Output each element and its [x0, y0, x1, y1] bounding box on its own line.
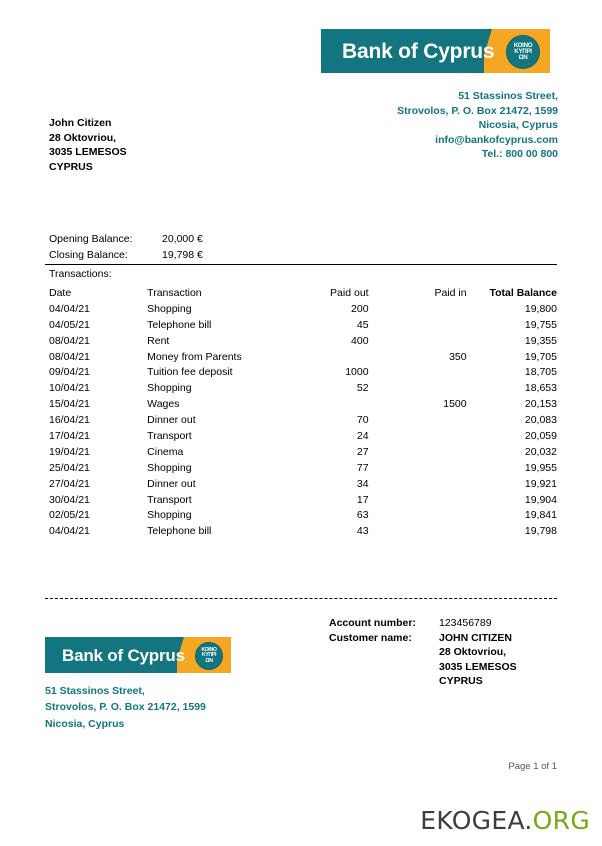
header-total-balance: Total Balance — [489, 286, 557, 299]
customer-name: John Citizen — [49, 117, 112, 129]
cell-paid-out — [272, 349, 385, 365]
cell-date: 09/04/21 — [49, 366, 90, 379]
cell-transaction: Shopping — [147, 382, 192, 395]
table-row — [49, 396, 557, 412]
cell-transaction: Transport — [147, 429, 192, 442]
cell-paid-in — [385, 364, 481, 380]
cell-transaction: Money from Parents — [147, 350, 242, 363]
bank-address-footer — [45, 683, 206, 732]
cell-total-balance: 20,153 — [524, 398, 557, 411]
closing-balance-row — [49, 248, 349, 264]
cell-transaction: Dinner out — [147, 414, 196, 427]
customer-name-value: JOHN CITIZEN — [439, 631, 512, 644]
cell-transaction: Transport — [147, 493, 192, 506]
cyprus-coin-icon-footer — [195, 642, 223, 670]
cell-total-balance: 20,083 — [524, 414, 557, 427]
coin-text-line1-footer: ΚΟΙΝΟ — [201, 647, 217, 654]
cell-paid-in — [385, 301, 481, 317]
transactions-label: Transactions: — [49, 268, 112, 280]
header-paid-in: Paid in — [434, 286, 467, 299]
coin-text-line1: ΚΟΙΝΟ — [513, 41, 533, 49]
cell-date: 19/04/21 — [49, 445, 90, 458]
table-row — [49, 444, 557, 460]
bank-address-pobox: Strovolos, P. O. Box 21472, 1599 — [397, 104, 558, 117]
cell-date: 17/04/21 — [49, 429, 90, 442]
cell-total-balance: 19,755 — [524, 318, 557, 331]
bank-address-header — [258, 89, 558, 162]
cell-paid-out: 17 — [356, 493, 369, 506]
cell-date: 25/04/21 — [49, 461, 90, 474]
cell-date: 15/04/21 — [49, 398, 90, 411]
bank-email: info@bankofcyprus.com — [435, 133, 558, 146]
table-row — [49, 428, 557, 444]
account-address-line2: 3035 LEMESOS — [439, 660, 517, 673]
cell-paid-out: 63 — [356, 509, 369, 522]
coin-text-line2-footer: ΚΥΠΡΙ — [201, 652, 217, 659]
account-number-value: 123456789 — [439, 617, 492, 629]
cell-paid-out: 400 — [351, 334, 369, 347]
cell-total-balance: 18,653 — [524, 382, 557, 395]
header-date: Date — [49, 286, 72, 299]
cell-paid-in — [385, 507, 481, 523]
cyprus-coin-icon — [506, 35, 540, 69]
cell-transaction: Telephone bill — [147, 318, 212, 331]
cell-date: 04/05/21 — [49, 318, 90, 331]
transactions-table-body — [49, 301, 557, 539]
bank-logo-footer — [45, 637, 231, 673]
cell-total-balance: 19,705 — [524, 350, 557, 363]
cell-total-balance: 19,355 — [524, 334, 557, 347]
table-row — [49, 349, 557, 365]
cell-paid-in: 1500 — [443, 398, 467, 411]
cell-paid-in — [385, 428, 481, 444]
account-details-block — [329, 616, 517, 689]
cell-date: 08/04/21 — [49, 334, 90, 347]
table-row — [49, 460, 557, 476]
cell-paid-out: 70 — [356, 414, 369, 427]
table-row — [49, 364, 557, 380]
table-row — [49, 476, 557, 492]
table-header-row — [49, 285, 557, 301]
cell-date: 04/04/21 — [49, 525, 90, 538]
header-paid-out: Paid out — [330, 286, 369, 299]
cell-paid-in — [385, 412, 481, 428]
table-row — [49, 380, 557, 396]
cell-date: 16/04/21 — [49, 414, 90, 427]
cell-date: 27/04/21 — [49, 477, 90, 490]
cell-paid-out — [272, 396, 385, 412]
cell-paid-in — [385, 380, 481, 396]
cell-total-balance: 18,705 — [524, 366, 557, 379]
cell-paid-in — [385, 476, 481, 492]
cell-total-balance: 20,032 — [524, 445, 557, 458]
table-row — [49, 412, 557, 428]
watermark-dark-text: EKOGEA. — [420, 806, 533, 835]
opening-balance-row — [49, 232, 349, 248]
transactions-table-head — [49, 285, 557, 301]
table-row — [49, 523, 557, 539]
bank-logo-header — [321, 29, 550, 73]
bank-address-street-footer: 51 Stassinos Street, — [45, 685, 145, 697]
cell-date: 10/04/21 — [49, 382, 90, 395]
cell-transaction: Tuition fee deposit — [147, 366, 233, 379]
bank-address-pobox-footer: Strovolos, P. O. Box 21472, 1599 — [45, 701, 206, 714]
cell-transaction: Shopping — [147, 509, 192, 522]
cell-paid-out: 27 — [356, 445, 369, 458]
header-transaction: Transaction — [147, 286, 202, 299]
cell-paid-in — [385, 333, 481, 349]
cell-paid-out: 1000 — [345, 366, 369, 379]
bank-address-street: 51 Stassinos Street, — [458, 90, 558, 102]
coin-text-line2: ΚΥΠΡΙ — [514, 47, 532, 55]
cell-total-balance: 19,841 — [524, 509, 557, 522]
page-number: Page 1 of 1 — [508, 761, 557, 772]
cell-paid-in — [385, 523, 481, 539]
cell-transaction: Shopping — [147, 302, 192, 315]
cell-total-balance: 19,798 — [524, 525, 557, 538]
account-number-label: Account number: — [329, 617, 416, 629]
cell-paid-in — [385, 444, 481, 460]
customer-city: 3035 LEMESOS — [49, 146, 127, 159]
customer-name-row — [329, 631, 517, 646]
opening-balance-label: Opening Balance: — [49, 233, 133, 245]
cell-transaction: Rent — [147, 334, 170, 347]
cell-paid-out: 77 — [356, 461, 369, 474]
cell-transaction: Shopping — [147, 461, 192, 474]
cell-paid-in — [385, 317, 481, 333]
cell-paid-out: 24 — [356, 429, 369, 442]
account-address-line1: 28 Oktovriou, — [439, 646, 507, 659]
coin-text-line3-footer: ΩΝ — [205, 657, 213, 664]
cell-total-balance: 20,059 — [524, 429, 557, 442]
customer-name-label: Customer name: — [329, 631, 412, 644]
ekogea-watermark — [420, 806, 590, 835]
account-address-line3: CYPRUS — [439, 675, 483, 688]
bank-address-city-footer: Nicosia, Cyprus — [45, 717, 125, 730]
logo-wordmark-footer: Bank of Cyprus — [62, 646, 185, 665]
account-number-row — [329, 616, 517, 631]
cell-total-balance: 19,921 — [524, 477, 557, 490]
cell-paid-out: 43 — [356, 525, 369, 538]
cell-paid-in: 350 — [449, 350, 467, 363]
cell-date: 30/04/21 — [49, 493, 90, 506]
customer-country: CYPRUS — [49, 160, 93, 173]
customer-street: 28 Oktovriou, — [49, 131, 117, 144]
bank-phone: Tel.: 800 00 800 — [481, 148, 558, 161]
table-row — [49, 492, 557, 508]
cell-total-balance: 19,904 — [524, 493, 557, 506]
cell-paid-out: 45 — [356, 318, 369, 331]
cell-date: 08/04/21 — [49, 350, 90, 363]
cell-total-balance: 19,800 — [524, 302, 557, 315]
table-row — [49, 333, 557, 349]
coin-text-line3: ΩΝ — [518, 54, 528, 62]
cell-paid-out: 52 — [356, 382, 369, 395]
customer-address-block — [49, 116, 127, 174]
cell-transaction: Cinema — [147, 445, 184, 458]
transactions-table — [49, 285, 557, 539]
closing-balance-label: Closing Balance: — [49, 248, 128, 261]
table-row — [49, 507, 557, 523]
bank-address-city: Nicosia, Cyprus — [478, 119, 558, 132]
closing-balance-value: 19,798 € — [162, 248, 203, 261]
table-row — [49, 301, 557, 317]
cell-transaction: Wages — [147, 398, 180, 411]
footer-separator-rule — [45, 598, 557, 599]
cell-date: 04/04/21 — [49, 302, 90, 315]
cell-transaction: Telephone bill — [147, 525, 212, 538]
cell-paid-in — [385, 460, 481, 476]
watermark-green-text: ORG — [532, 806, 590, 835]
balance-summary — [49, 232, 349, 264]
balance-divider-rule — [45, 264, 557, 265]
cell-paid-out: 34 — [356, 477, 369, 490]
cell-total-balance: 19,955 — [524, 461, 557, 474]
cell-transaction: Dinner out — [147, 477, 196, 490]
cell-date: 02/05/21 — [49, 509, 90, 522]
table-row — [49, 317, 557, 333]
opening-balance-value: 20,000 € — [162, 233, 203, 245]
cell-paid-out: 200 — [351, 302, 369, 315]
cell-paid-in — [385, 492, 481, 508]
logo-wordmark: Bank of Cyprus — [342, 40, 495, 63]
